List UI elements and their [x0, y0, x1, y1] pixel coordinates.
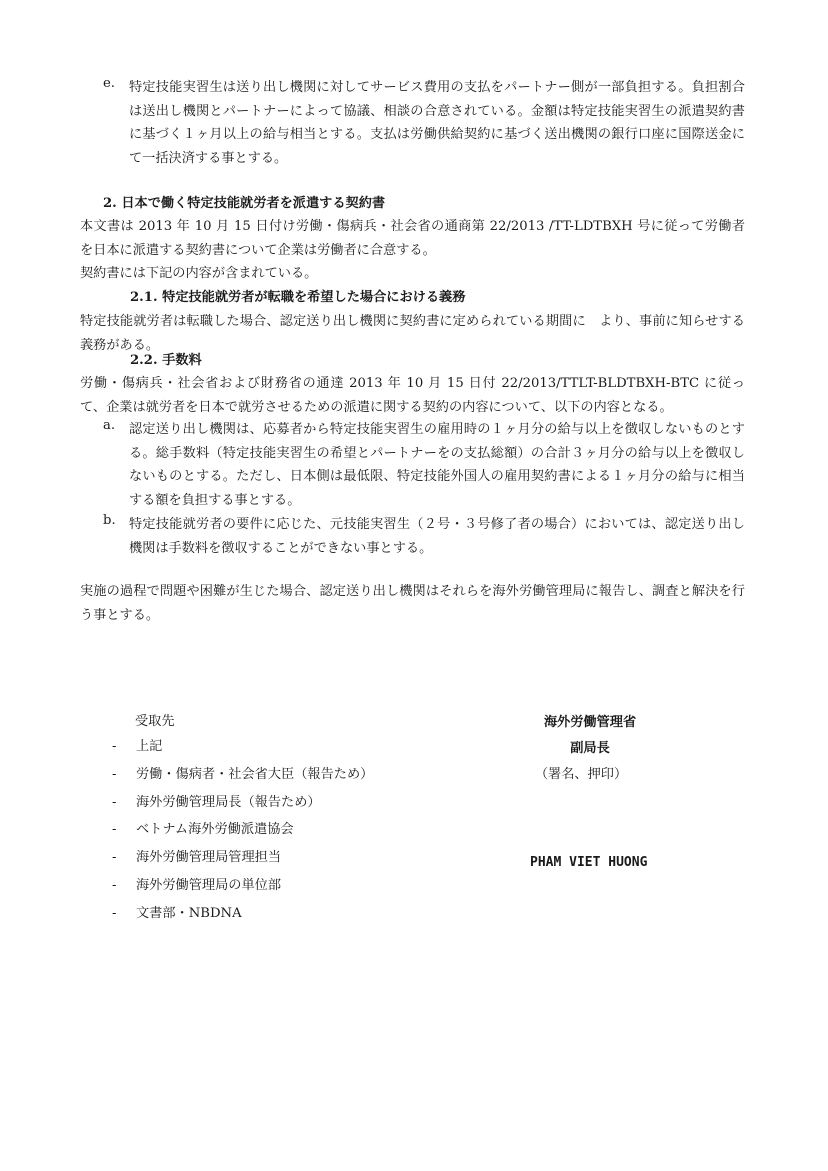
list-item: - 海外労働管理局の単位部 [112, 874, 373, 902]
signature-title: 副局長 [570, 741, 610, 756]
subsection-2-2-text: 労働・傷病兵・社会省および財務省の通達 2013 年 10 月 15 日付 22/2013/TTLT-BLDTBXH-BTC に従って、企業は就労者を日本で就労させるための派遣に関する契約の内容について、以下の内容となる。 [80, 376, 745, 415]
recipient-label: 労働・傷病者・社会省大臣（報告ため） [136, 766, 374, 782]
section-2-heading: 2. 日本で働く特定技能就労者を派遣する契約書 [103, 196, 386, 211]
list-item: - 上記 [112, 735, 373, 763]
recipient-label: 上記 [136, 739, 163, 754]
list-item: - 海外労働管理局長（報告ため） [112, 791, 373, 819]
recipient-label: 海外労働管理局の単位部 [136, 877, 282, 893]
item-a-paragraph: 認定送り出し機関は、応募者から特定技能実習生の雇用時の１ヶ月分の給与以上を徴収しないものとする。総手数料（特定技能実習生の希望とパートナーをの支払総額）の合計３ヶ月分の給与以上を徴収しないものとする。ただし、日本側は最低限、特定技能外国人の雇用契約書による１ヶ月分の給与に相当する額を負担する事とする。 [129, 422, 745, 508]
item-b-paragraph: 特定技能就労者の要件に応じた、元技能実習生（２号・３号修了者の場合）においては、認定送り出し機関は手数料を徴収することができない事とする。 [129, 517, 745, 556]
list-item: - 文書部・NBDNA [112, 902, 373, 930]
list-item: - 海外労働管理局管理担当 [112, 846, 373, 874]
closing-paragraph: 実施の過程で問題や困難が生じた場合、認定送り出し機関はそれらを海外労働管理局に報告し、調査と解決を行う事とする。 [80, 584, 745, 623]
signer-name: PHAM VIET HUONG [530, 855, 648, 870]
subsection-2-1-heading: 2.1. 特定技能就労者が転職を希望した場合における義務 [130, 290, 466, 305]
item-e-paragraph: 特定技能実習生は送り出し機関に対してサービス費用の支払をパートナー側が一部負担する。負担割合は送出し機関とパートナーによって協議、相談の合意されている。金額は特定技能実習生の派遣契約書に基づく１ヶ月以上の給与相当とする。支払は労働供給契約に基づく送出機関の銀行口座に国際送金にて一括決済する事とする。 [129, 80, 745, 166]
section-2-intro: 本文書は 2013 年 10 月 15 日付け労働・傷病兵・社会省の通商第 22/2013 /TT-LDTBXH 号に従って労働者を日本に派遣する契約書について企業は労働者に合意する。 [80, 219, 745, 258]
contents-note: 契約書には下記の内容が含まれている。 [80, 266, 318, 281]
recipient-label: ベトナム海外労働派遣協会 [136, 822, 294, 838]
list-item: - 労働・傷病者・社会省大臣（報告ため） [112, 763, 373, 791]
list-item: - ベトナム海外労働派遣協会 [112, 818, 373, 846]
signature-stamp-note: （署名、押印） [534, 767, 628, 782]
recipient-label: 文書部・NBDNA [136, 905, 242, 921]
subsection-2-2-heading: 2.2. 手数料 [130, 353, 202, 368]
recipients-title: 受取先 [135, 714, 175, 729]
item-a-marker: a. [103, 418, 116, 433]
subsection-2-1-text: 特定技能就労者は転職した場合、認定送り出し機関に契約書に定められている期間に より、事前に知らせする義務がある。 [80, 314, 745, 353]
recipients-list [112, 735, 373, 930]
item-e-marker: e. [103, 76, 115, 91]
recipient-label: 海外労働管理局長（報告ため） [136, 794, 321, 810]
signature-org: 海外労働管理省 [543, 715, 637, 730]
recipient-label: 海外労働管理局管理担当 [136, 850, 282, 866]
item-b-marker: b. [103, 513, 116, 528]
signature-block [510, 710, 670, 788]
